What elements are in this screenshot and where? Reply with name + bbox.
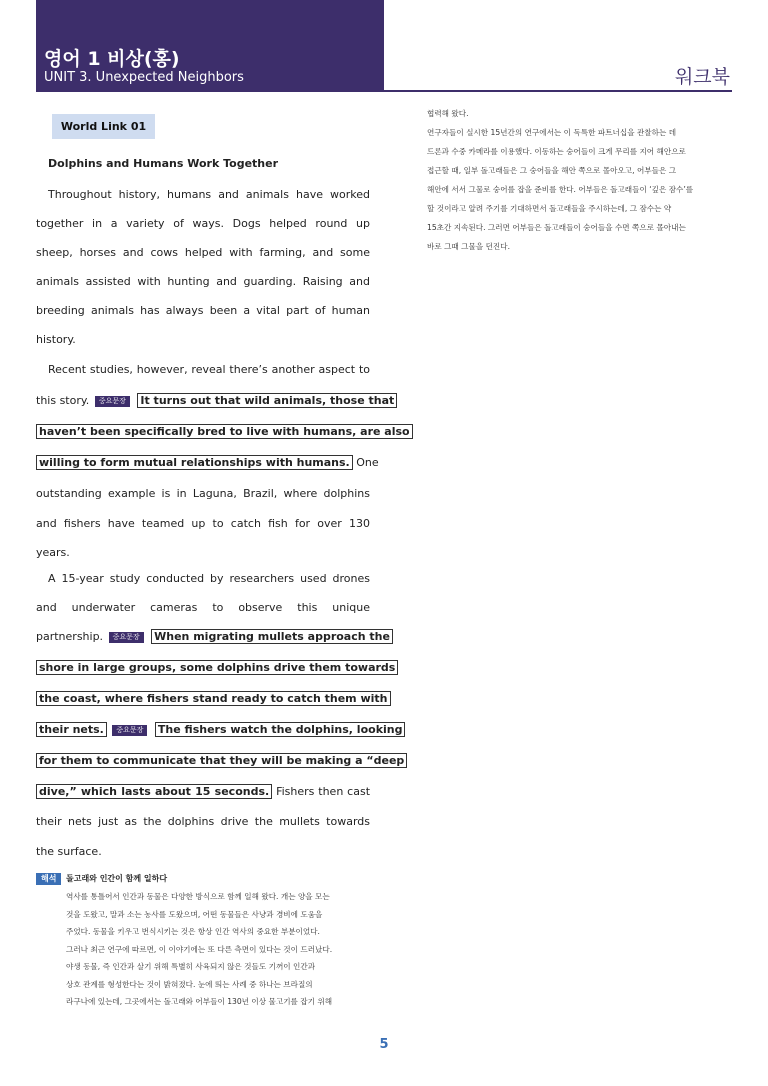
section-badge: World Link 01 [52,114,155,139]
passage-text: partnership. [36,630,104,643]
passage-line [36,622,390,653]
passage-line: A 15-year study conducted by researchers used drones [48,572,370,585]
unit-title: UNIT 3. Unexpected Neighbors [44,70,244,85]
passage-line: together in a variety of ways. Dogs helped round up [36,217,370,230]
key-sentence-label: 중요문장 [109,632,144,643]
translation-label: 해석 [36,873,61,885]
translation-line: 15초간 지속된다. 그러면 어부들은 돌고래들이 숭어들을 수면 쪽으로 몰아내는 [427,223,686,232]
passage-line: outstanding example is in Laguna, Brazil, where dolphins [36,487,370,500]
passage-line: Recent studies, however, reveal there’s another aspect to [48,363,370,376]
translation-text [66,888,370,1011]
passage-line [36,684,388,715]
passage-line: animals assisted with hunting and guarding. Raising and [36,275,370,288]
passage-line [36,416,410,447]
translation-line: 연구자들이 실시한 15년간의 연구에서는 이 독특한 파트너십을 관찰하는 데 [427,128,677,137]
translation-line: 야생 동물, 즉 인간과 살기 위해 특별히 사육되지 않은 것들도 기꺼이 인간과 [66,962,316,971]
translation-line: 것을 도왔고, 말과 소는 농사를 도왔으며, 어떤 동물들은 사냥과 경비에 도움을 [66,909,323,919]
passage-line: history. [36,333,76,346]
passage-line: the surface. [36,845,102,858]
translation-line: 라구나에 있는데, 그곳에서는 돌고래와 어부들이 130년 이상 물고기를 잡기 위해 [66,997,333,1006]
passage-text: Fishers then cast [276,785,371,798]
header-rule [384,90,732,92]
translation-line: 해안에 서서 그물로 숭어를 잡을 준비를 한다. 어부들은 돌고래들이 ‘깊은 잠수’를 [427,185,694,194]
translation-line: 바로 그때 그물을 던진다. [427,242,511,251]
passage-line: breeding animals has always been a vital part of human [36,304,370,317]
key-sentence-label: 중요문장 [95,396,130,407]
passage-line: and fishers have teamed up to catch fish for over 130 [36,517,370,530]
translation-line: 접근할 때, 일부 돌고래들은 그 숭어들을 해안 쪽으로 몰아오고, 어부들은 그 [427,166,677,175]
key-sentence-highlight: dive,” which lasts about 15 seconds. [36,784,272,799]
key-sentence-highlight: When migrating mullets approach the [151,629,393,644]
translation-line: 할 것이라고 알려 주기를 기대하면서 돌고래들을 주시하는데, 그 잠수는 약 [427,204,672,213]
workbook-label: 워크북 [674,66,730,88]
translation-title: 돌고래와 인간이 함께 일하다 [66,874,168,883]
passage-line [36,777,370,807]
passage-line: sheep, horses and cows helped with farming, and some [36,246,370,259]
passage-line: and underwater cameras to observe this unique [36,601,370,614]
passage-line: Throughout history, humans and animals have worked [48,188,370,201]
passage-line [36,447,379,478]
passage-line [36,715,403,746]
translation-line: 드론과 수중 카메라를 이용했다. 이동하는 숭어들이 크게 무리를 지어 해안으로 [427,147,686,156]
passage-paragraph-3 [36,564,405,866]
passage-text: One [356,456,379,469]
textbook-title: 영어 1 비상(홍) [44,48,180,70]
translation-line: 상호 관계를 형성한다는 것이 밝혀졌다. 눈에 띄는 사례 중 하나는 브라질의 [66,979,313,989]
key-sentence-highlight: shore in large groups, some dolphins drive them towards [36,660,398,675]
key-sentence-label: 중요문장 [112,725,147,736]
key-sentence-highlight: the coast, where fishers stand ready to catch them with [36,691,391,706]
key-sentence-highlight: haven’t been specifically bred to live with humans, are also [36,424,413,439]
key-sentence-highlight: for them to communicate that they will be making a “deep [36,753,407,768]
translation-continued [427,104,732,256]
passage-text: this story. [36,394,90,407]
passage-line: years. [36,546,70,559]
passage-line [36,653,396,684]
translation-line: 주었다. 동물을 키우고 번식시키는 것은 항상 인간 역사의 중요한 부분이었다. [66,927,320,936]
passage-line: their nets just as the dolphins drive the mullets towards [36,815,370,828]
passage-paragraph-1 [36,180,370,354]
translation-line: 협력해 왔다. [427,109,469,118]
passage-paragraph-2 [36,354,410,566]
key-sentence-highlight: their nets. [36,722,107,737]
translation-line: 그러나 최근 연구에 따르면, 이 이야기에는 또 다른 측면이 있다는 것이 드러났다. [66,944,333,954]
key-sentence-highlight: It turns out that wild animals, those that [137,393,397,408]
page-number: 5 [379,1037,389,1052]
key-sentence-highlight: willing to form mutual relationships with humans. [36,455,353,470]
passage-line [36,746,405,777]
passage-line [36,385,395,416]
translation-line: 역사를 통틀어서 인간과 동물은 다양한 방식으로 함께 일해 왔다. 개는 양을 모는 [66,892,330,901]
key-sentence-highlight: The fishers watch the dolphins, looking [155,722,406,737]
story-title: Dolphins and Humans Work Together [48,157,279,170]
